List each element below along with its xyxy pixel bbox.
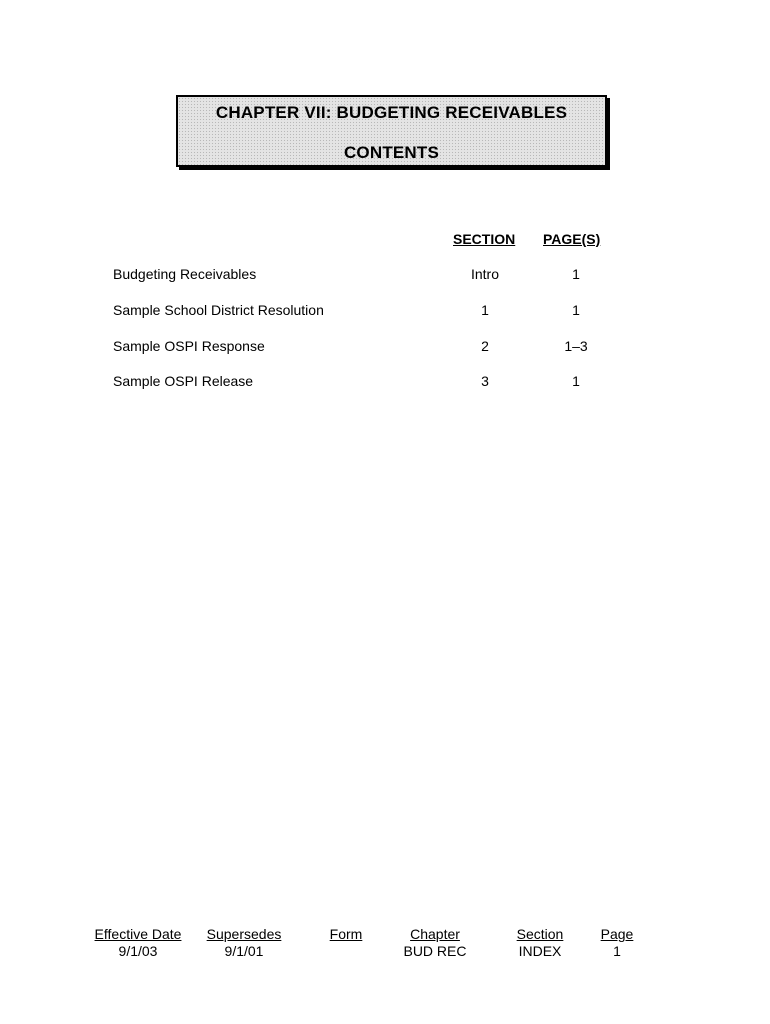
section-column-header: SECTION [453, 231, 516, 247]
toc-entry [0, 266, 770, 286]
footer-section [507, 926, 573, 960]
toc-entry-pages: 1 [572, 373, 580, 389]
footer-effective-date-label: Effective Date [94, 926, 182, 942]
toc-entry [0, 373, 770, 393]
footer-supersedes-value: 9/1/01 [224, 943, 264, 959]
toc-entry-title: Budgeting Receivables [113, 266, 257, 282]
footer-form [320, 926, 372, 943]
footer-effective-date-value: 9/1/03 [118, 943, 158, 959]
footer-form-label: Form [329, 926, 363, 942]
footer-page-value: 1 [613, 943, 621, 959]
contents-heading: CONTENTS [343, 143, 440, 162]
footer-chapter [396, 926, 474, 960]
pages-column-header: PAGE(S) [543, 231, 601, 247]
toc-entry [0, 338, 770, 358]
chapter-title-box [176, 95, 607, 167]
toc-entry-title: Sample OSPI Response [113, 338, 265, 354]
footer-effective-date [88, 926, 188, 960]
toc-entry-pages: 1 [572, 302, 580, 318]
toc-entry-section: 2 [481, 338, 489, 354]
toc-entry-section: 3 [481, 373, 489, 389]
footer-supersedes [200, 926, 288, 960]
footer-chapter-value: BUD REC [403, 943, 467, 959]
toc-entry-pages: 1–3 [564, 338, 588, 354]
footer-page [594, 926, 640, 960]
footer-section-label: Section [516, 926, 564, 942]
toc-entry-title: Sample OSPI Release [113, 373, 254, 389]
toc-entry-section: Intro [470, 266, 499, 282]
footer-page-label: Page [600, 926, 634, 942]
footer-supersedes-label: Supersedes [206, 926, 282, 942]
toc-entry-pages: 1 [572, 266, 580, 282]
footer-section-value: INDEX [518, 943, 562, 959]
footer-chapter-label: Chapter [410, 926, 460, 942]
chapter-title: CHAPTER VII: BUDGETING RECEIVABLES [215, 103, 568, 122]
toc-entry [0, 302, 770, 322]
toc-entry-title: Sample School District Resolution [113, 302, 324, 318]
toc-entry-section: 1 [481, 302, 489, 318]
